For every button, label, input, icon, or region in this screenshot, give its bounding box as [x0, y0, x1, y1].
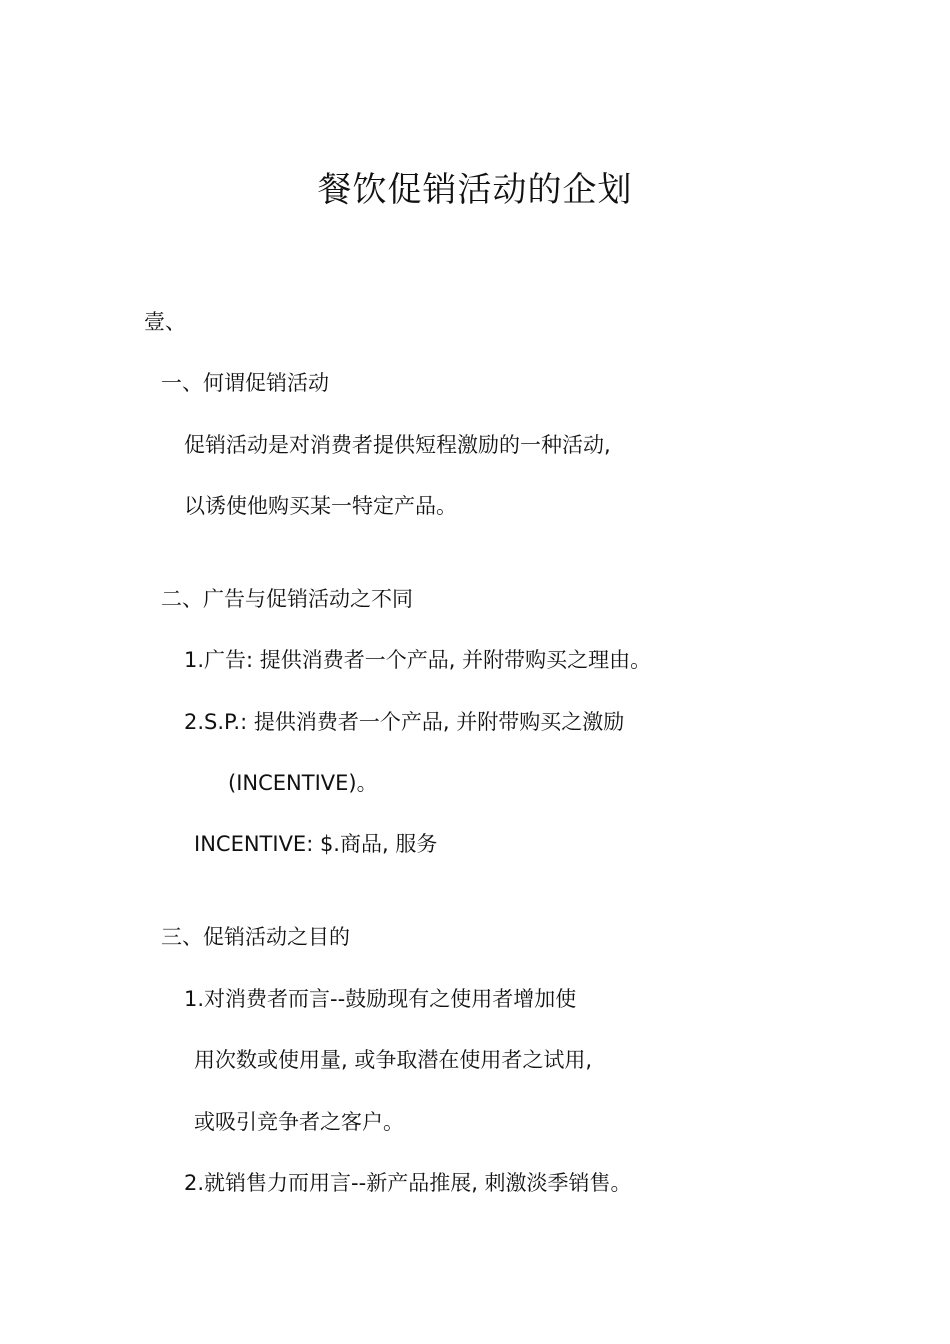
list-item: 1.对消费者而言--鼓励现有之使用者增加使: [184, 987, 577, 1011]
list-item-continuation: (INCENTIVE)。: [228, 771, 378, 795]
list-item-continuation: 用次数或使用量, 或争取潜在使用者之试用,: [194, 1048, 593, 1072]
paragraph-line: 促销活动是对消费者提供短程激励的一种活动,: [184, 433, 611, 457]
incentive-note: INCENTIVE: $.商品, 服务: [194, 832, 438, 856]
heading-promotion-purpose: 三、促销活动之目的: [161, 925, 350, 949]
paragraph-line: 以诱使他购买某一特定产品。: [184, 494, 457, 518]
document-title: 餐饮促销活动的企划: [317, 170, 633, 210]
heading-ad-vs-promotion: 二、广告与促销活动之不同: [161, 587, 413, 611]
list-item: 2.S.P.: 提供消费者一个产品, 并附带购买之激励: [184, 710, 625, 734]
heading-what-is-promotion: 一、何谓促销活动: [161, 371, 329, 395]
list-item: 1.广告: 提供消费者一个产品, 并附带购买之理由。: [184, 648, 652, 672]
list-item: 2.就销售力而用言--新产品推展, 刺激淡季销售。: [184, 1171, 632, 1195]
section-heading-yi: 壹、: [144, 310, 186, 334]
list-item-continuation: 或吸引竞争者之客户。: [194, 1110, 404, 1134]
